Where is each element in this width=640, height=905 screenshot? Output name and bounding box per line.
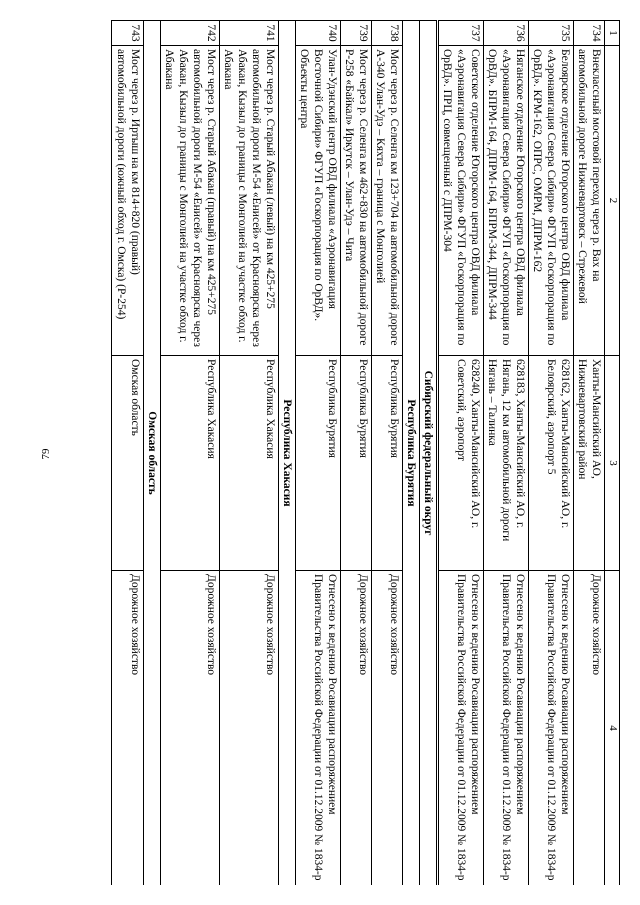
row-number-cell: 735 bbox=[528, 21, 573, 46]
location-cell: Омская область bbox=[112, 356, 143, 571]
page-number: 79 bbox=[40, 448, 52, 460]
object-name-cell: Улан-Удэнский центр ОВД филиала «Аэронавигация Восточной Сибири» ФГУП «Госкорпорация по ОрВД». Объекты центра bbox=[295, 46, 340, 356]
region-heading-row bbox=[143, 21, 160, 886]
header-cell: 1 bbox=[605, 21, 620, 46]
note-cell: Дорожное хозяйство bbox=[371, 571, 402, 886]
location-cell: Ханты-Мансийский АО, Нижневартовский район bbox=[573, 356, 604, 571]
location-cell: Республика Бурятия bbox=[295, 356, 340, 571]
header-row bbox=[605, 21, 620, 886]
table-row bbox=[219, 21, 278, 886]
table-row bbox=[295, 21, 340, 886]
object-name-cell: Белоярское отделение Югорского центра ОВД филиала «Аэронавигация Севера Сибири» ФГУП «Госкорпорация по ОрВД». КРМ-162, ОПРС, ОМРМ, ДПРМ-162 bbox=[528, 46, 573, 356]
region-heading: Республика Хакасия bbox=[278, 21, 295, 886]
table-row bbox=[528, 21, 573, 886]
object-name-cell: Мост через р. Селенга км 123+704 на автомобильной дороге А-340 Улан-Удэ – Кяхта – граница с Монголией bbox=[371, 46, 402, 356]
row-number-cell: 737 bbox=[437, 21, 483, 46]
header-cell: 2 bbox=[605, 46, 620, 356]
section-heading-row bbox=[419, 21, 437, 886]
table-row bbox=[112, 21, 143, 886]
note-cell: Дорожное хозяйство bbox=[573, 571, 604, 886]
location-cell: Республика Хакасия bbox=[160, 356, 219, 571]
location-cell: 628183, Ханты-Мансийский АО, г. Нягань, 12 км автомобильной дороги Нягань – Талинка bbox=[483, 356, 528, 571]
note-cell: Дорожное хозяйство bbox=[160, 571, 219, 886]
row-number-cell: 738 bbox=[371, 21, 402, 46]
location-cell: Республика Бурятия bbox=[340, 356, 371, 571]
object-name-cell: Внеклассный мостовой переход через р. Вах на автомобильной дороге Нижневартовск – Стрежевой bbox=[573, 46, 604, 356]
table-row bbox=[573, 21, 604, 886]
note-cell: Отнесено к ведению Росавиации распоряжением Правительства Российской Федерации от 01.12.2009 № 1834-р bbox=[483, 571, 528, 886]
object-name-cell: Советское отделение Югорского центра ОВД филиала «Аэронавигация Севера Сибири» ФГУП «Госкорпорация по ОрВД». ПРЦ, совмещенный с ДПРМ-304 bbox=[437, 46, 483, 356]
table-frame bbox=[80, 20, 620, 885]
region-heading-row bbox=[402, 21, 419, 886]
location-cell: Республика Бурятия bbox=[371, 356, 402, 571]
row-number-cell: 742 bbox=[160, 21, 219, 46]
row-number-cell: 743 bbox=[112, 21, 143, 46]
table-row bbox=[340, 21, 371, 886]
row-number-cell: 741 bbox=[219, 21, 278, 46]
table-row bbox=[160, 21, 219, 886]
table-row bbox=[437, 21, 483, 886]
table-body bbox=[112, 21, 605, 886]
region-heading-row bbox=[278, 21, 295, 886]
region-heading: Республика Бурятия bbox=[402, 21, 419, 886]
row-number-cell: 734 bbox=[573, 21, 604, 46]
table-row bbox=[371, 21, 402, 886]
location-cell: 628240, Ханты-Мансийский АО, г. Советский, аэропорт bbox=[437, 356, 483, 571]
object-name-cell: Мост через р. Иртыш на км 814+820 (правый) автомобильной дороги (южный обход г. Омска) (Р-254) bbox=[112, 46, 143, 356]
note-cell: Отнесено к ведению Росавиации распоряжением Правительства Российской Федерации от 01.12.2009 № 1834-р bbox=[437, 571, 483, 886]
note-cell: Отнесено к ведению Росавиации распоряжением Правительства Российской Федерации от 01.12.2009 № 1834-р bbox=[295, 571, 340, 886]
note-cell: Дорожное хозяйство bbox=[112, 571, 143, 886]
note-cell: Дорожное хозяйство bbox=[340, 571, 371, 886]
object-name-cell: Мост через р. Старый Абакан (правый) на км 425+275 автомобильной дороги М-54 «Енисей» от Красноярска через Абакан, Кызыл до границы с Монголией на участке обход г. Абакана bbox=[160, 46, 219, 356]
rotated-table-container bbox=[80, 20, 620, 885]
object-name-cell: Мост через р. Селенга км 462+830 на автомобильной дороге Р-258 «Байкал» Иркутск – Улан-Удэ – Чита bbox=[340, 46, 371, 356]
location-cell: Республика Хакасия bbox=[219, 356, 278, 571]
table-row bbox=[483, 21, 528, 886]
note-cell: Отнесено к ведению Росавиации распоряжением Правительства Российской Федерации от 01.12.2009 № 1834-р bbox=[528, 571, 573, 886]
objects-table bbox=[112, 20, 621, 885]
row-number-cell: 739 bbox=[340, 21, 371, 46]
header-cell: 4 bbox=[605, 571, 620, 886]
row-number-cell: 740 bbox=[295, 21, 340, 46]
header-cell: 3 bbox=[605, 356, 620, 571]
object-name-cell: Няганское отделение Югорского центра ОВД филиала «Аэронавигация Севера Сибири» ФГУП «Госкорпорация по ОрВД». БПРМ-164, ДПРМ-164, БПРМ-344, ДПРМ-344 bbox=[483, 46, 528, 356]
location-cell: 628162, Ханты-Мансийский АО, г. Белоярский, аэропорт 5 bbox=[528, 356, 573, 571]
region-heading: Омская область bbox=[143, 21, 160, 886]
object-name-cell: Мост через р. Старый Абакан (левый) на км 425+275 автомобильной дороги М-54 «Енисей» от Красноярска через Абакан, Кызыл до границы с Монголией на участке обход г. Абакана bbox=[219, 46, 278, 356]
section-heading: Сибирский федеральный округ bbox=[419, 21, 437, 886]
note-cell: Дорожное хозяйство bbox=[219, 571, 278, 886]
row-number-cell: 736 bbox=[483, 21, 528, 46]
